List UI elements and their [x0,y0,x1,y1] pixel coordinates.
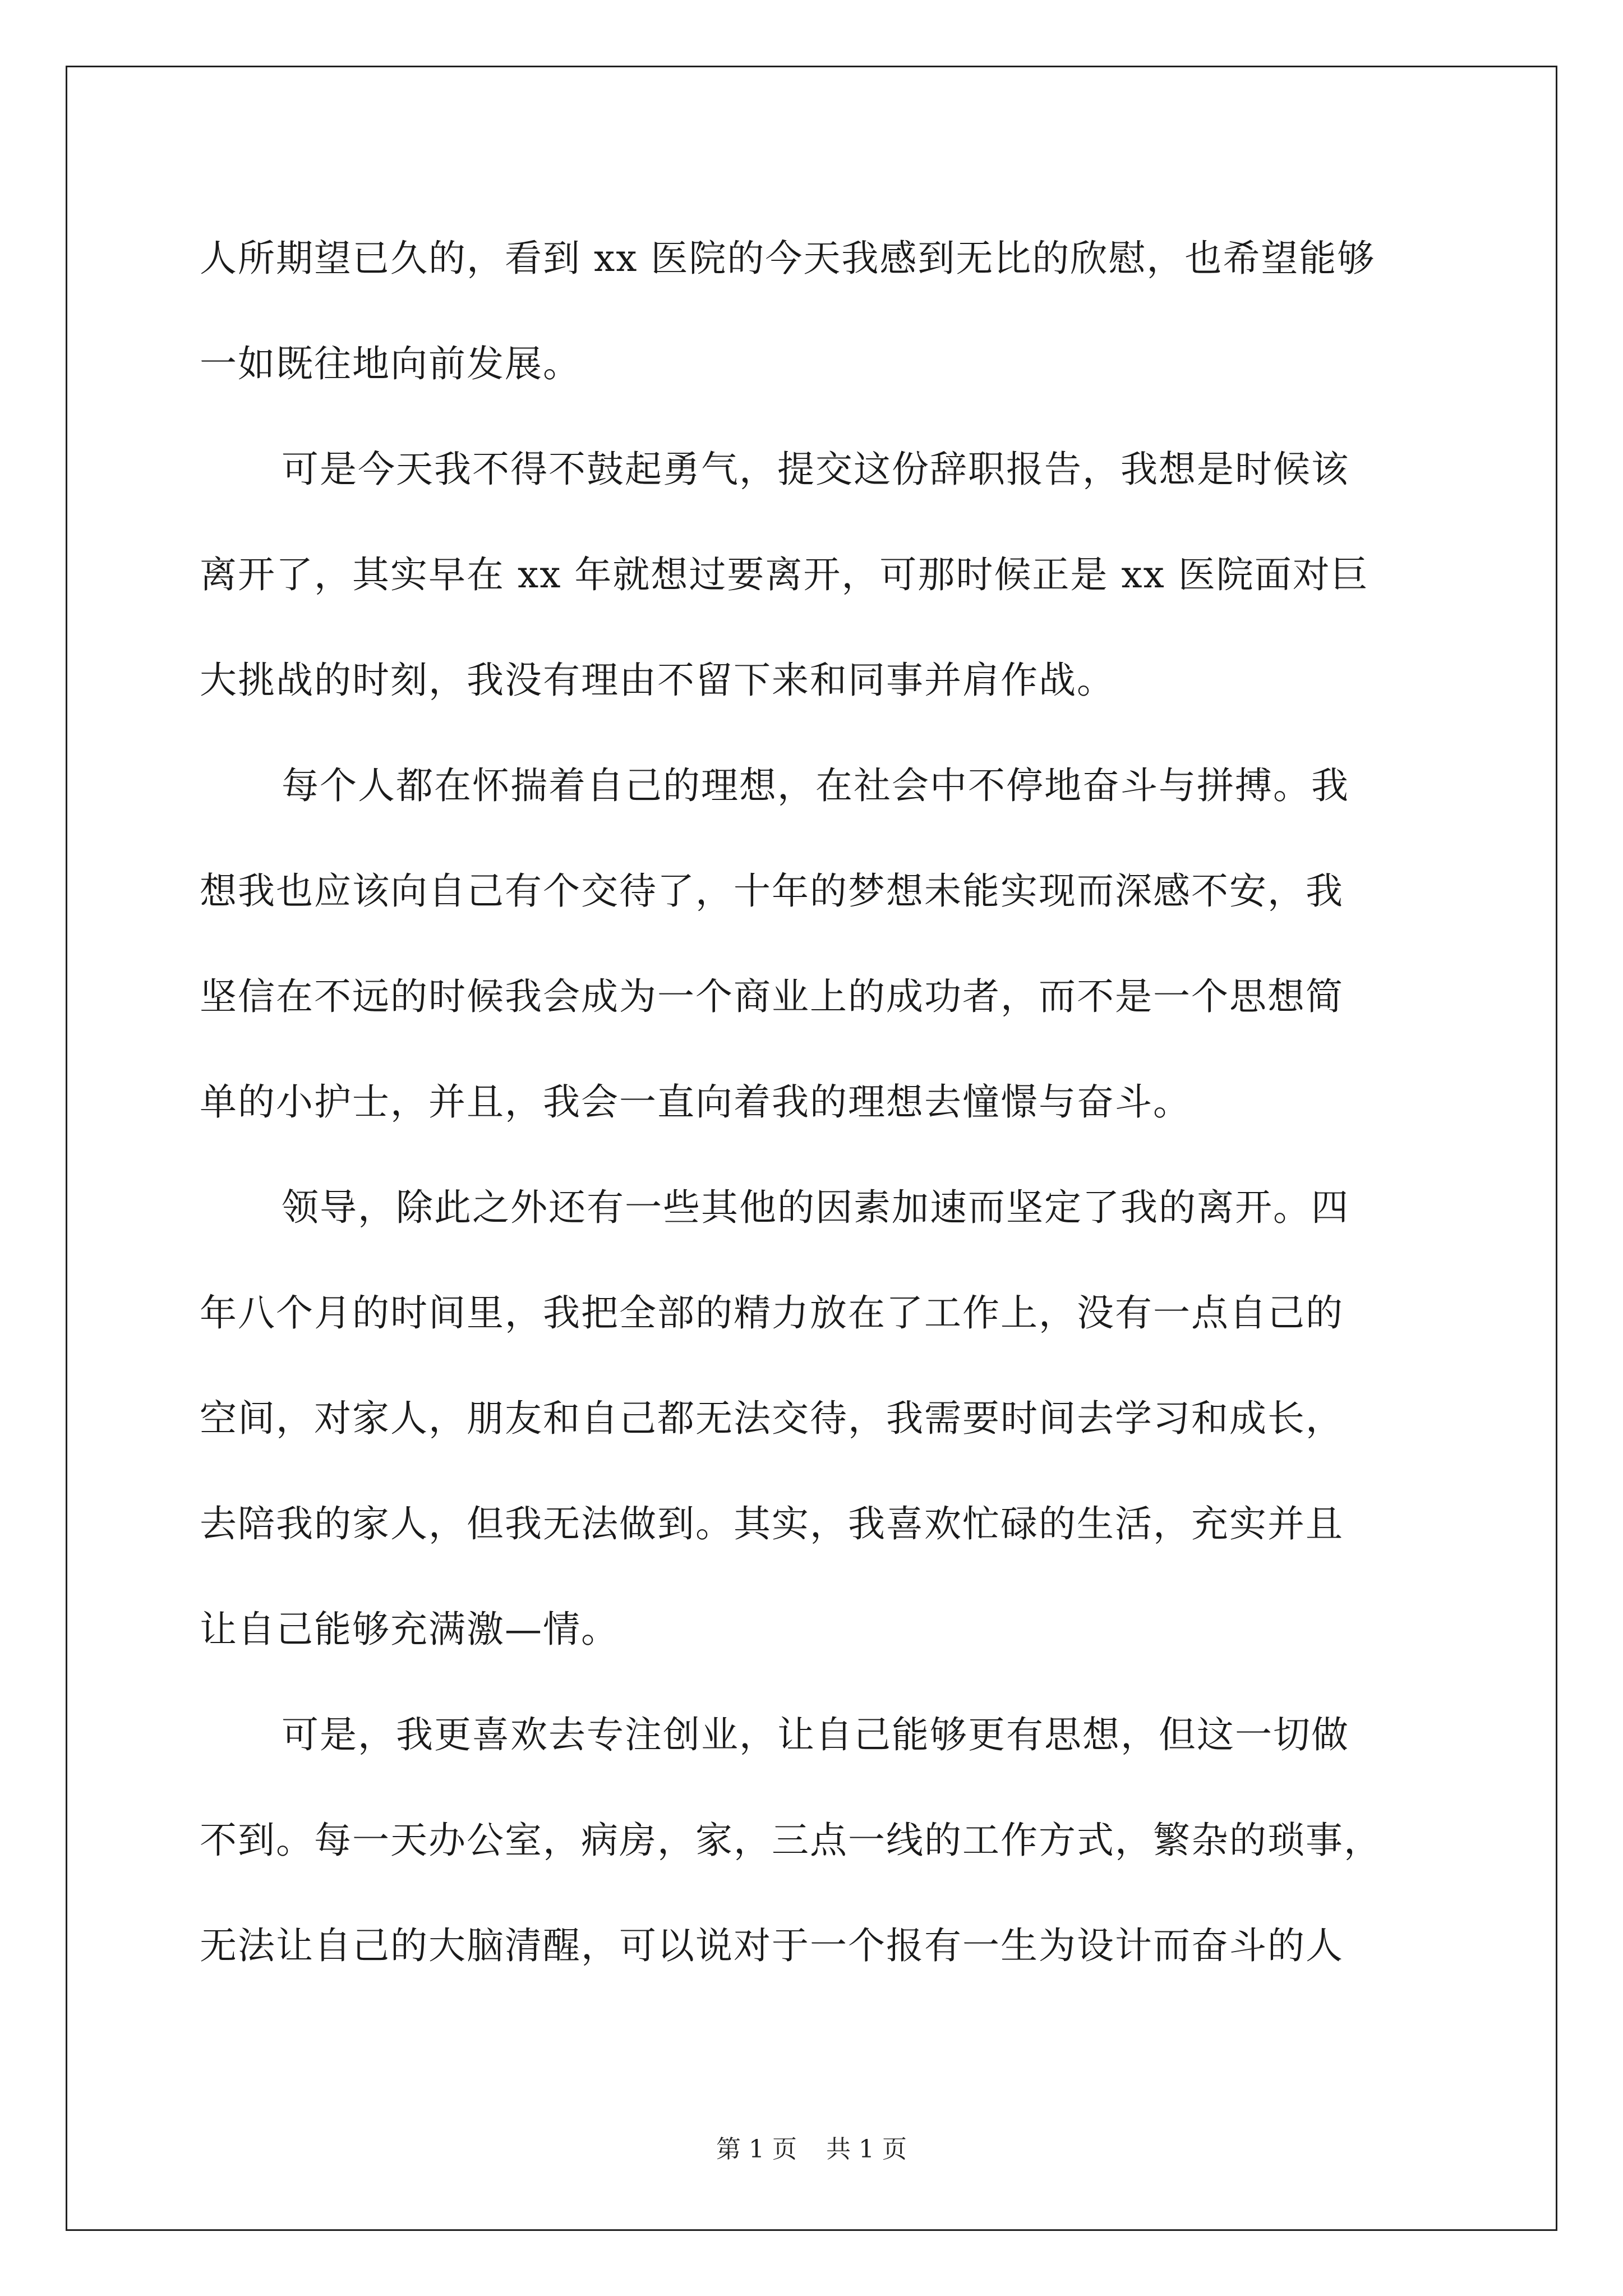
page-number-total: 共 1 页 [826,2135,907,2164]
page-footer [0,2133,1623,2166]
paragraph-start-line: 可是，我更喜欢去专注创业，让自己能够更有思想，但这一切做 [282,1713,1349,1756]
paragraph-start-line: 可是今天我不得不鼓起勇气，提交这份辞职报告，我想是时候该 [282,448,1349,491]
text-line: 离开了，其实早在 xx 年就想过要离开，可那时候正是 xx 医院面对巨 [200,553,1369,596]
text-line: 一如既往地向前发展。 [200,342,581,385]
text-line: 无法让自己的大脑清醒，可以说对于一个报有一生为设计而奋斗的人 [200,1924,1344,1967]
paragraph-start-line: 领导，除此之外还有一些其他的因素加速而坚定了我的离开。四 [282,1186,1349,1229]
text-line: 让自己能够充满激—情。 [200,1608,619,1651]
text-line: 去陪我的家人，但我无法做到。其实，我喜欢忙碌的生活，充实并且 [200,1502,1344,1545]
page-number-current: 第 1 页 [716,2135,797,2164]
text-line: 年八个月的时间里，我把全部的精力放在了工作上，没有一点自己的 [200,1291,1344,1335]
text-line: 大挑战的时刻，我没有理由不留下来和同事并肩作战。 [200,659,1115,702]
text-line: 坚信在不远的时候我会成为一个商业上的成功者，而不是一个思想简 [200,975,1344,1018]
paragraph-start-line: 每个人都在怀揣着自己的理想，在社会中不停地奋斗与拼搏。我 [282,764,1349,807]
text-line: 不到。每一天办公室，病房，家，三点一线的工作方式，繁杂的琐事， [200,1819,1382,1862]
text-line: 人所期望已久的，看到 xx 医院的今天我感到无比的欣慰，也希望能够 [200,237,1376,280]
text-line: 空间，对家人，朋友和自己都无法交待，我需要时间去学习和成长， [200,1397,1344,1440]
text-line: 单的小护士，并且，我会一直向着我的理想去憧憬与奋斗。 [200,1080,1191,1124]
document-body [200,206,1433,1999]
text-line: 想我也应该向自己有个交待了，十年的梦想未能实现而深感不安，我 [200,869,1344,913]
